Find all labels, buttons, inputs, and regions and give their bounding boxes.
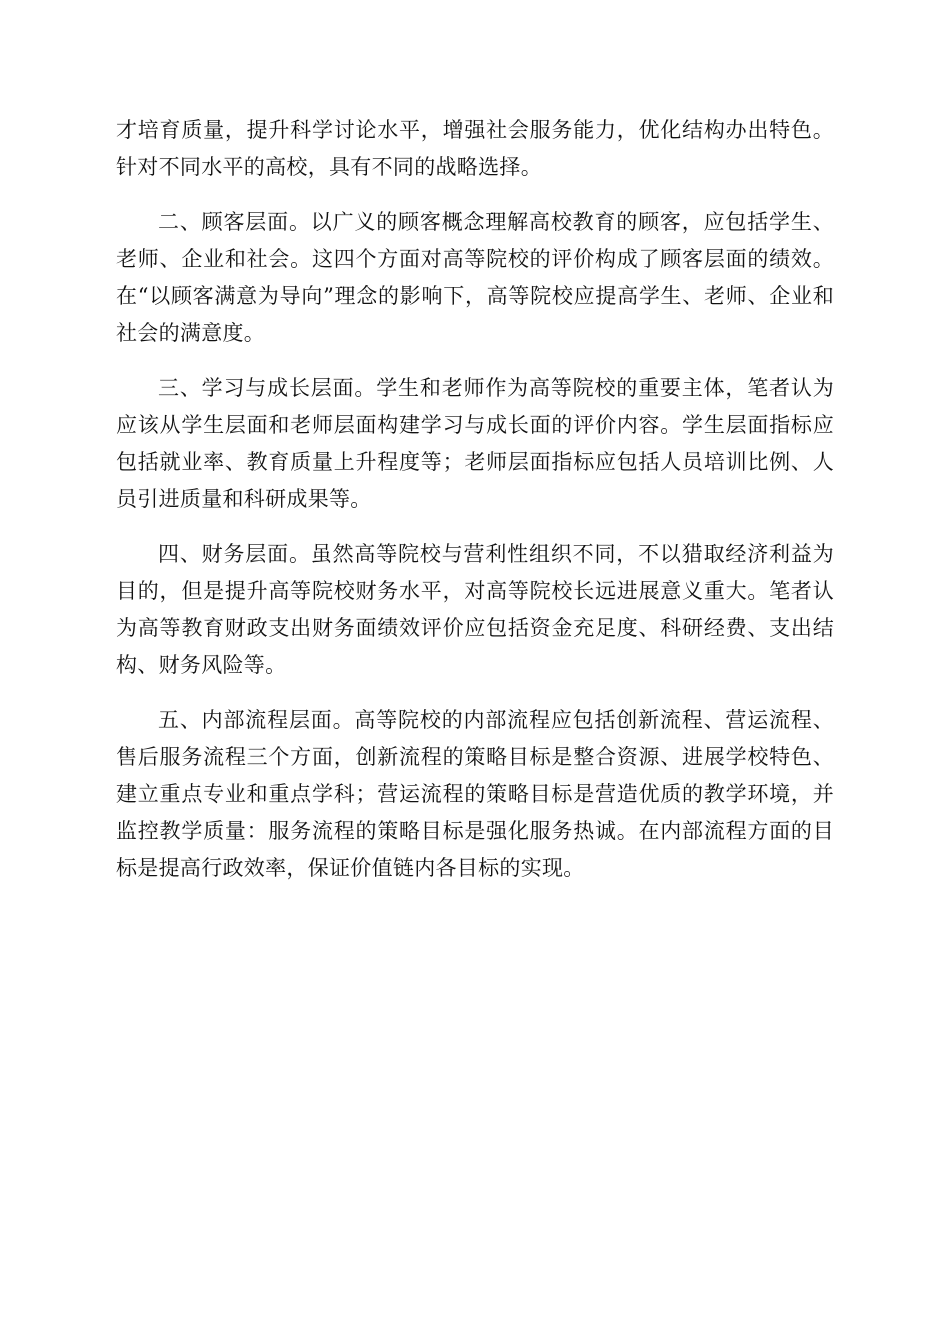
- document-body: [116, 112, 834, 905]
- paragraph-learning-growth-level: 三、学习与成长层面。学生和老师作为高等院校的重要主体，笔者认为应该从学生层面和老师层面构建学习与成长面的评价内容。学生层面指标应包括就业率、教育质量上升程度等；老师层面指标应包括人员培训比例、人员引进质量和科研成果等。: [116, 376, 834, 511]
- paragraph-financial-level: 四、财务层面。虽然高等院校与营利性组织不同，不以猎取经济利益为目的，但是提升高等院校财务水平，对高等院校长远进展意义重大。笔者认为高等教育财政支出财务面绩效评价应包括资金充足度、科研经费、支出结构、财务风险等。: [116, 542, 834, 677]
- paragraph-continued: 才培育质量，提升科学讨论水平，增强社会服务能力，优化结构办出特色。针对不同水平的高校，具有不同的战略选择。: [116, 118, 834, 179]
- paragraph-internal-process-level: 五、内部流程层面。高等院校的内部流程应包括创新流程、营运流程、售后服务流程三个方面，创新流程的策略目标是整合资源、进展学校特色、建立重点专业和重点学科；营运流程的策略目标是营造优质的教学环境，并监控教学质量：服务流程的策略目标是强化服务热诚。在内部流程方面的目标是提高行政效率，保证价值链内各目标的实现。: [116, 708, 834, 880]
- paragraph-customer-level: 二、顾客层面。以广义的顾客概念理解高校教育的顾客，应包括学生、老师、企业和社会。这四个方面对高等院校的评价构成了顾客层面的绩效。在“以顾客满意为导向”理念的影响下，高等院校应提高学生、老师、企业和社会的满意度。: [116, 210, 834, 345]
